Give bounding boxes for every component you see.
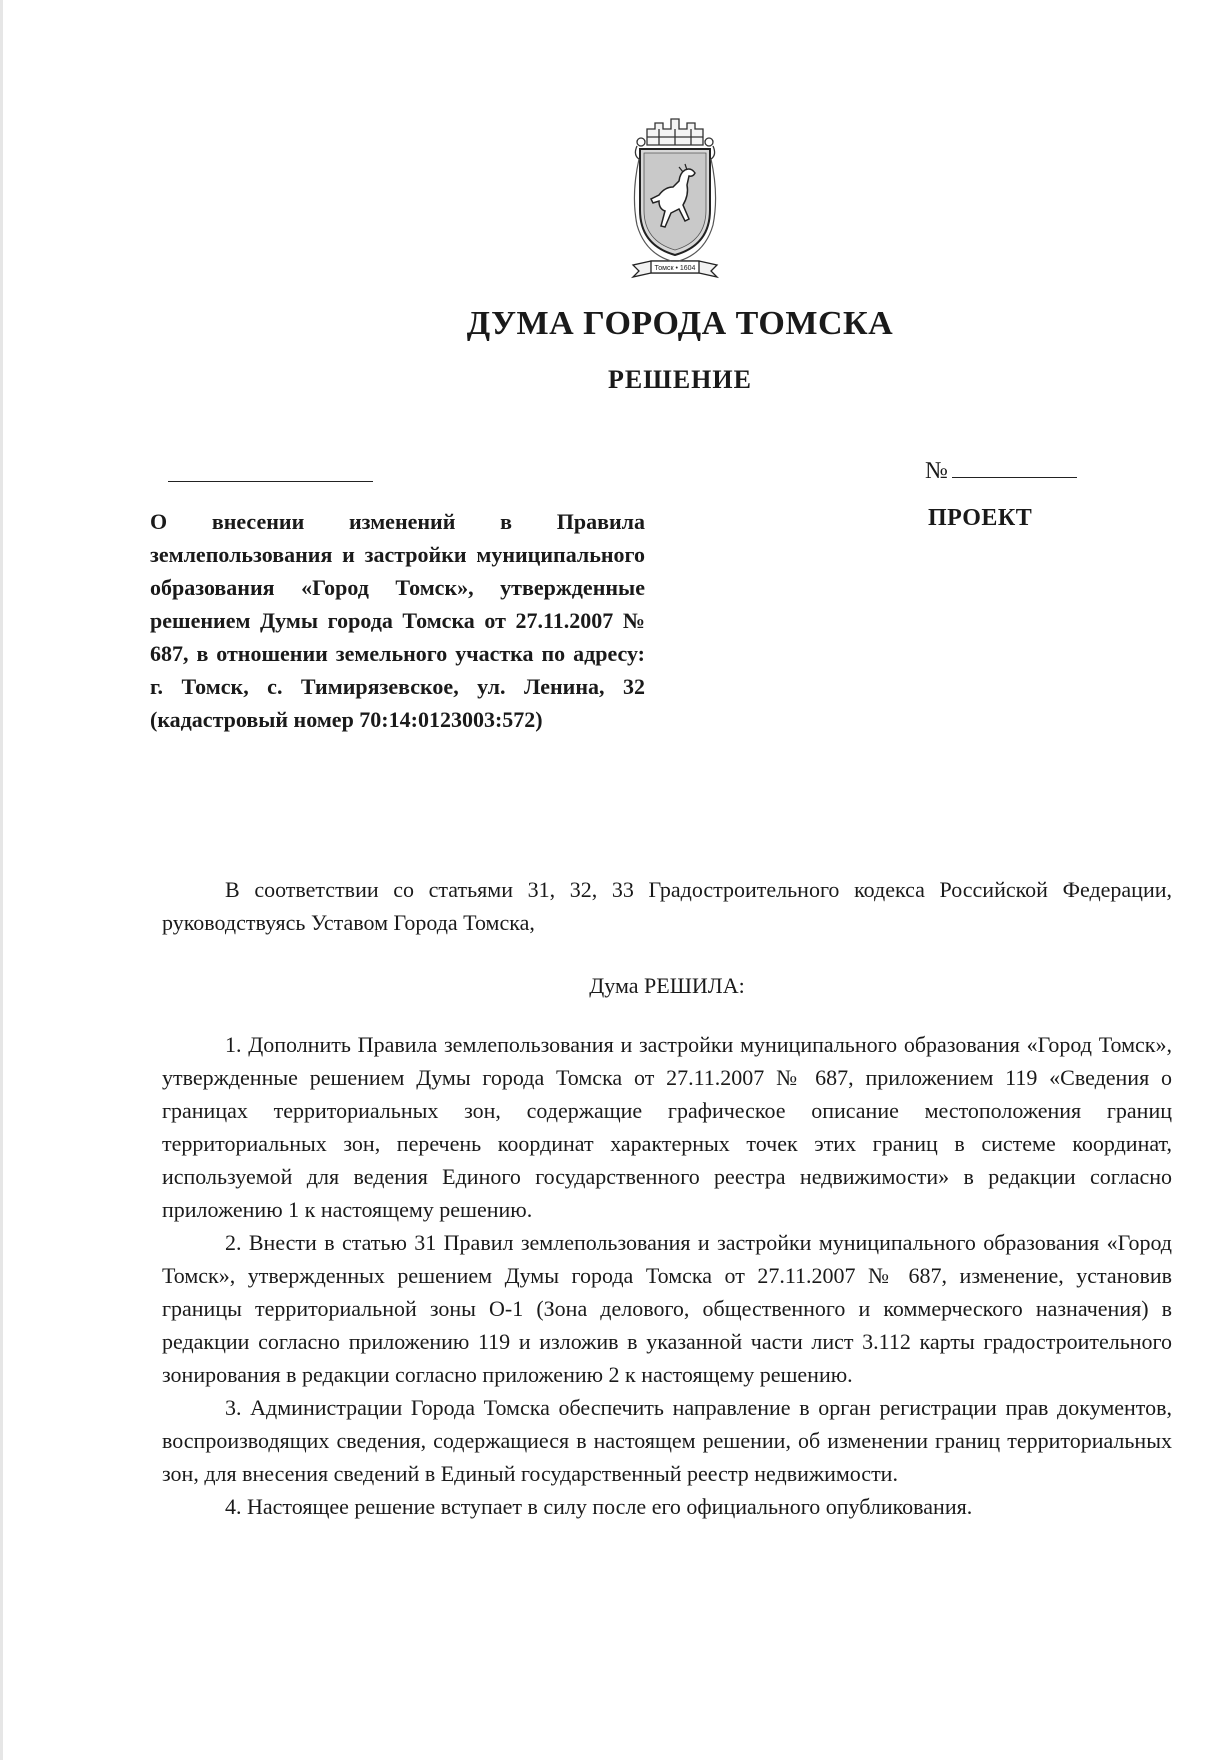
document-subject: О внесении изменений в Правила землепользования и застройки муниципального образования «Город Томск», утвержденные решением Думы города Томска от 27.11.2007 № 687, в отношении земельного участка по адресу: г. Томск, с. Тимирязевское, ул. Ленина, 32 (кадастровый номер 70:14:0123003:572) xyxy=(150,509,645,732)
preamble: В соответствии со статьями 31, 32, 33 Градостроительного кодекса Российской Федерации, руководствуясь Уставом Города Томска, xyxy=(162,877,1172,935)
date-field xyxy=(168,481,373,482)
document-body xyxy=(162,873,1172,1523)
document-type: РЕШЕНИЕ xyxy=(608,365,752,394)
number-value xyxy=(952,455,1077,478)
decision-item-4: 4. Настоящее решение вступает в силу после его официального опубликования. xyxy=(225,1494,973,1519)
decision-item-3: 3. Администрации Города Томска обеспечить направление в орган регистрации прав документов, воспроизводящих сведения, содержащиеся в настоящем решении, об изменении границ территориальных зон, для внесения сведений в Единый государственный реестр недвижимости. xyxy=(162,1395,1172,1486)
decision-item-2: 2. Внести в статью 31 Правил землепользования и застройки муниципального образования «Город Томск», утвержденных решением Думы города Томска от 27.11.2007 № 687, изменение, установив границы территориальной зоны О-1 (Зона делового, общественного и коммерческого назначения) в редакции согласно приложению 119 и изложив в указанной части лист 3.112 карты градостроительного зонирования в редакции согласно приложению 2 к настоящему решению. xyxy=(162,1230,1172,1387)
project-stamp: ПРОЕКТ xyxy=(928,505,1033,531)
organization-name: ДУМА ГОРОДА ТОМСКА xyxy=(466,305,894,342)
decision-item-1: 1. Дополнить Правила землепользования и застройки муниципального образования «Город Томск», утвержденные решением Думы города Томска от 27.11.2007 № 687, приложением 119 «Сведения о границах территориальных зон, содержащие графическое описание местоположения границ территориальных зон, перечень координат характерных точек этих границ в системе координат, используемой для ведения Единого государственного реестра недвижимости» в редакции согласно приложению 1 к настоящему решению. xyxy=(162,1032,1172,1222)
number-field xyxy=(925,455,1077,485)
number-label: № xyxy=(925,458,948,484)
tomsk-coat-of-arms-icon xyxy=(625,115,725,287)
decided-heading: Дума РЕШИЛА: xyxy=(589,973,745,998)
emblem-ribbon-text: Томск • 1604 xyxy=(654,265,696,272)
page-edge xyxy=(0,0,3,1760)
